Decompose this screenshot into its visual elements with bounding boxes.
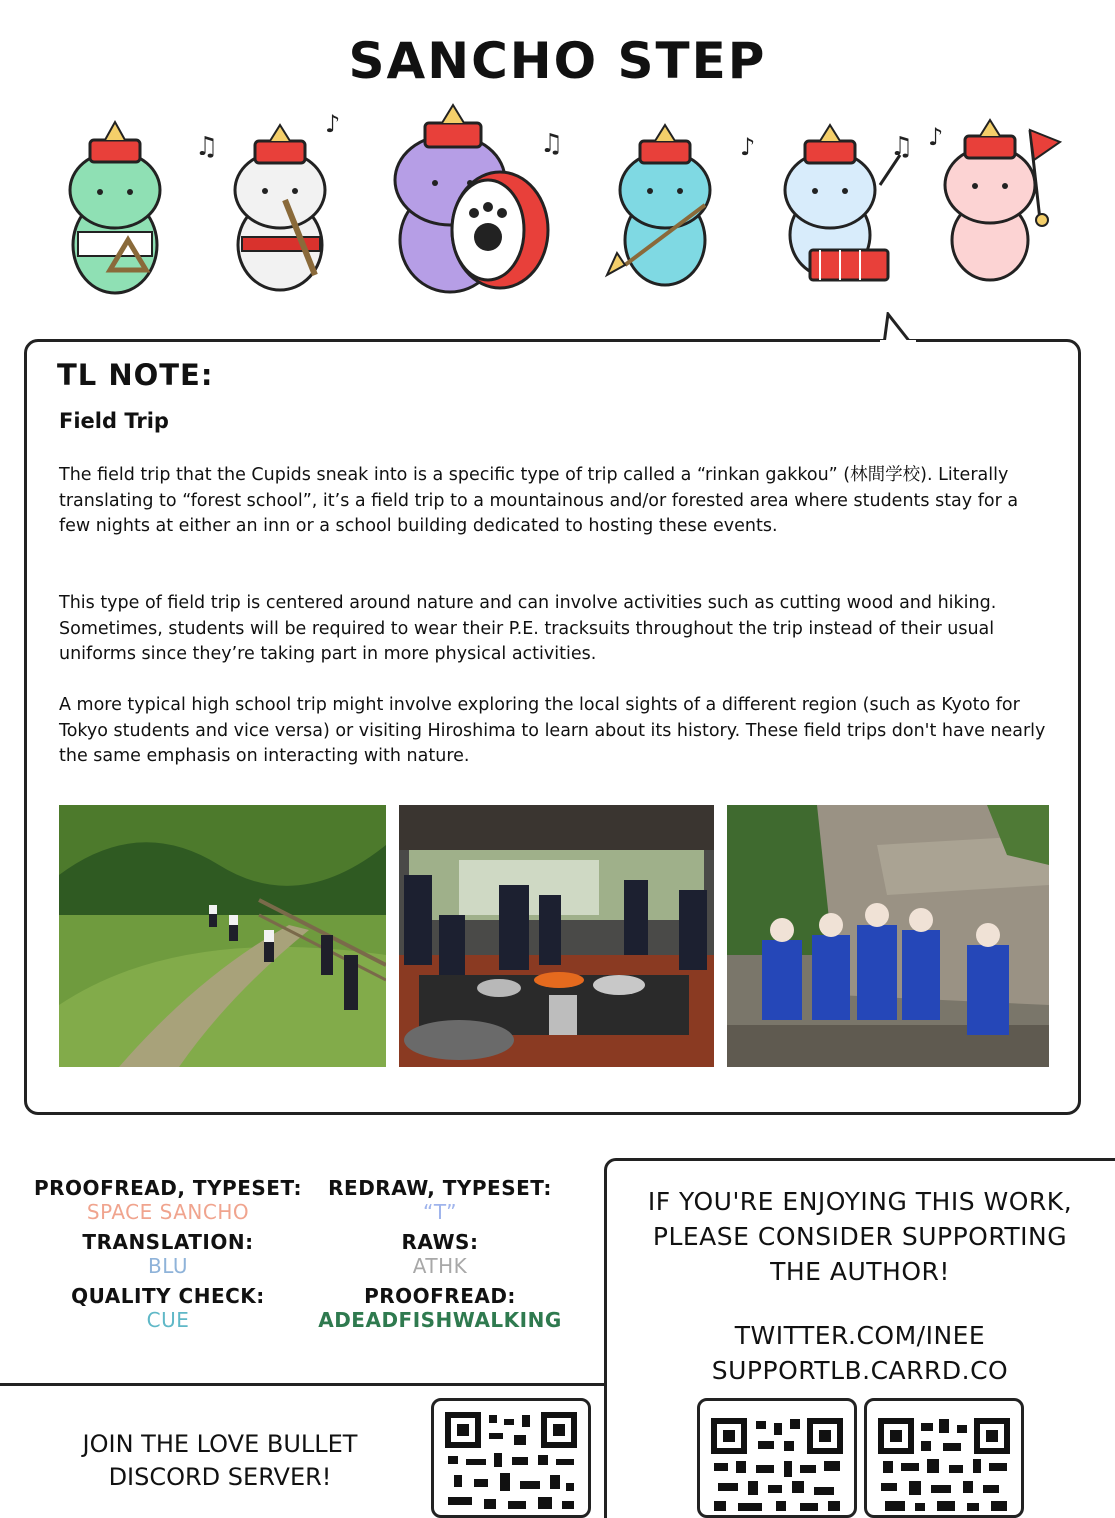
green-cat-icon [70, 122, 160, 293]
discord-line-1: JOIN THE LOVE BULLET [82, 1430, 358, 1458]
credit-name: BLU [147, 1254, 188, 1278]
credit-name: CUE [146, 1308, 190, 1332]
white-cat-icon [235, 125, 325, 290]
music-note-icon: ♪ [740, 133, 756, 161]
twitter-qr-code[interactable] [697, 1398, 857, 1518]
credit-role: PROOFREAD: [364, 1284, 516, 1308]
music-note-icon: ♫ [195, 132, 219, 162]
note-paragraph-3: A more typical high school trip might involve exploring the local sights of a different region (such as Kyoto for Tokyo students and vice versa) or visiting Hiroshima to learn about its history. These field trips don't have nearly the same emphasis on interacting with nature. [59, 695, 1046, 766]
credit-name: SPACE SANCHO [86, 1200, 250, 1224]
support-line-3: THE AUTHOR! [770, 1257, 950, 1286]
music-note-icon: ♪ [325, 110, 341, 138]
speech-bubble-tail [880, 312, 920, 344]
page-title: SANCHO STEP [348, 32, 767, 90]
twitter-link[interactable]: TWITTER.COM/INEE [734, 1321, 986, 1350]
credits-right-column [310, 1176, 570, 1332]
carrd-qr-code[interactable] [864, 1398, 1024, 1518]
note-paragraph-2: This type of field trip is centered around nature and can involve activities such as cutting wood and hiking. Sometimes, students will be required to wear their P.E. tracksuits throughout the trip instead of their usual uniforms since they’re taking part in more physical activities. [59, 593, 997, 664]
credit-name: ATHK [412, 1254, 468, 1278]
carrd-link[interactable]: SUPPORTLB.CARRD.CO [711, 1356, 1009, 1385]
discord-qr-code[interactable] [431, 1398, 591, 1518]
students-tracksuits-photo [727, 805, 1049, 1067]
music-note-icon: ♪ [928, 123, 944, 151]
support-line-1: IF YOU'RE ENJOYING THIS WORK, [647, 1187, 1073, 1216]
teal-cat-icon [607, 125, 710, 285]
discord-line-2: DISCORD SERVER! [108, 1463, 332, 1491]
credit-role: PROOFREAD, TYPESET: [34, 1176, 302, 1200]
credit-name: “T” [423, 1200, 457, 1224]
support-line-2: PLEASE CONSIDER SUPPORTING [652, 1222, 1068, 1251]
divider-line [0, 1383, 606, 1386]
students-hiking-photo [59, 805, 386, 1067]
purple-cat-icon [395, 105, 548, 292]
credit-role: QUALITY CHECK: [71, 1284, 265, 1308]
note-paragraph-1: The field trip that the Cupids sneak into is a specific type of trip called a “rinkan gakkou” (林間学校). Literally translating to “forest school”, it’s a field trip to a mountainous and/or forested area where students stay for a few nights at either an inn or a school building dedicated to hosting these events. [59, 465, 1019, 536]
discord-invite-text [40, 1428, 400, 1494]
lightblue-cat-icon [785, 125, 900, 280]
music-note-icon: ♫ [890, 132, 914, 162]
pink-cat-icon [945, 120, 1060, 280]
credit-role: REDRAW, TYPESET: [328, 1176, 552, 1200]
credit-name: ADEADFISHWALKING [318, 1308, 562, 1332]
music-note-icon: ♫ [540, 129, 564, 159]
credit-role: RAWS: [401, 1230, 479, 1254]
note-heading: TL NOTE: [57, 358, 214, 392]
drumline-cats-illustration [50, 100, 1080, 310]
note-subheading: Field Trip [59, 409, 169, 433]
credit-role: TRANSLATION: [82, 1230, 254, 1254]
credits-left-column [18, 1176, 318, 1332]
students-cooking-photo [399, 805, 714, 1067]
